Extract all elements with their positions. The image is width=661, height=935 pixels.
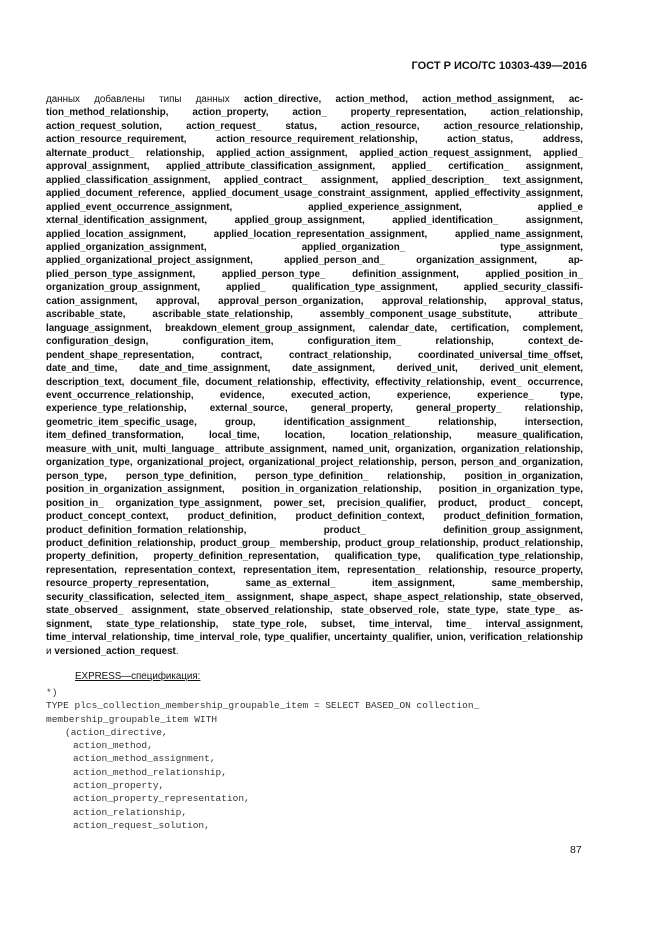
code-type-declaration-cont: membership_groupable_item WITH <box>46 713 218 725</box>
code-select-item: action_method, <box>73 740 153 752</box>
code-select-item: action_property, <box>73 780 165 792</box>
page-number: 87 <box>570 844 582 856</box>
express-code-block <box>46 686 479 832</box>
paragraph-conjunction: и <box>46 645 55 657</box>
express-spec-label: EXPRESS—спецификация: <box>75 671 201 682</box>
code-select-item: action_method_relationship, <box>73 766 227 778</box>
code-comment-close: *) <box>46 687 58 698</box>
paragraph-intro: данных добавлены типы данных <box>46 94 244 105</box>
code-type-declaration: TYPE plcs_collection_membership_groupable_item = SELECT BASED_ON collection_ <box>46 700 480 712</box>
paragraph-end: . <box>175 645 179 657</box>
data-type-list: action_directive, action_method, action_method_assignment, action_method_relationship, action_property, action_ property_representation, action_relationship, action_request_solution, action_request_ status, action_resource, action_resource_relationship, action_resource_requirement, action_resource_requirement_relationship, action_status, address, alternate_product_ relationship, applied_action_assignment, applied_action_request_assignment, applied_ approval_assignment, applied_attribute_classification_assignment, applied_ certification_ assignment, applied_classification_assignment, applied_contract_ assignment, applied_description_ text_assignment, applied_document_reference, applied_document_usage_constraint_assignment, applied_effectivity_assignment, applied_event_occurrence_assignment, applied_experience_assignment, applied_e xternal_identification_assignment, applied_group_assignment, applied_identification_ assignment, applied_location_assignment, applied_location_representation_assignment, applied_name_assignment, applied_organization_assignment, applied_organization_ type_assignment, applied_organizational_project_assignment, applied_person_and_ organization_assignment, applied_person_type_assignment, applied_person_type_ definition_assignment, applied_position_in_ organization_group_assignment, applied_ qualification_type_assignment, applied_security_classification_assignment, approval, approval_person_organization, approval_relationship, approval_status, ascribable_state, ascribable_state_relationship, assembly_component_usage_substitute, attribute_ language_assignment, breakdown_element_group_assignment, calendar_date, certification, complement, configuration_design, configuration_item, configuration_item_ relationship, context_dependent_shape_representation, contract, contract_relationship, coordinated_universal_time_offset, date_and_time, date_and_time_assignment, date_assignment, derived_unit, derived_unit_element, description_text, document_file, document_relationship, effectivity, effectivity_relationship, event_ occurrence, event_occurrence_relationship, evidence, executed_action, experience, experience_ type, experience_type_relationship, external_source, general_property, general_property_ relationship, geometric_item_specific_usage, group, identification_assignment_ relationship, intersection, item_defined_transformation, local_time, location, location_relationship, measure_qualification, measure_with_unit, multi_language_ attribute_assignment, named_unit, organization, organization_relationship, organization_type, organizational_project, organizational_project_relationship, person, person_and_organization, person_type, person_type_definition, person_type_definition_ relationship, position_in_organization, position_in_organization_assignment, position_in_organization_relationship, position_in_organization_type, position_in_ organization_type_assignment, power_set, precision_qualifier, product, product_ concept, product_concept_context, product_definition, product_definition_context, product_definition_formation, product_definition_formation_relationship, product_ definition_group_assignment, product_definition_relationship, product_group_ membership, product_group_relationship, product_relationship, property_definition, property_definition_representation, qualification_type, qualification_type_relationship, representation, representation_context, representation_item, representation_ relationship, resource_property, resource_property_representation, same_as_external_ item_assignment, same_membership, security_classification, selected_item_ assignment, shape_aspect, shape_aspect_relationship, state_observed, state_observed_ assignment, state_observed_relationship, state_observed_role, state_type, state_type_ assignment, state_type_relationship, state_type_role, subset, time_interval, time_ interval_assignment, time_interval_relationship, time_interval_role, type_qualifier, uncertainty_qualifier, union, verification_relationship <box>46 94 583 644</box>
code-select-item: action_request_solution, <box>73 819 210 831</box>
document-header: ГОСТ Р ИСО/ТС 10303-439—2016 <box>411 60 587 72</box>
code-select-item: (action_directive, <box>65 726 168 738</box>
data-type-last: versioned_action_request <box>54 645 176 657</box>
body-paragraph <box>46 93 583 658</box>
code-select-item: action_method_assignment, <box>73 753 216 765</box>
code-select-item: action_property_representation, <box>73 793 250 805</box>
code-select-item: action_relationship, <box>73 806 188 818</box>
